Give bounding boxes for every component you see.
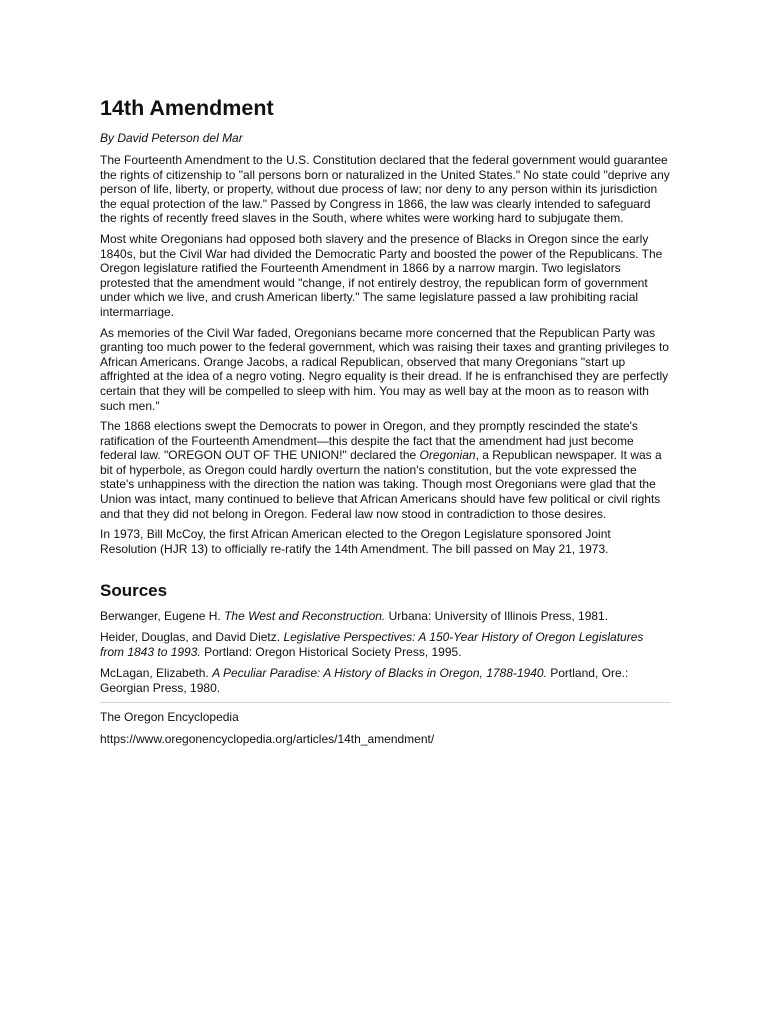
source-publication: Urbana: University of Illinois Press, 1981.	[385, 609, 609, 624]
newspaper-name: Oregonian	[419, 448, 476, 463]
page-title: 14th Amendment	[100, 96, 274, 120]
paragraph-4-text-before: The 1868 elections swept the Democrats to power in Oregon, and they promptly rescinded the state's ratification of the Fourteenth Amendment—this despite the fact that the amendment had just become federal law. "OREGON OUT OF THE UNION!" declared the	[100, 419, 638, 463]
paragraph-2: Most white Oregonians had opposed both slavery and the presence of Blacks in Oregon since the early 1840s, but the Civil War had divided the Democratic Party and boosted the power of the Republicans. The Oregon legislature ratified the Fourteenth Amendment in 1866 by a narrow margin. Two legislators protested that the amendment would "change, if not entirely destroy, the republican form of government under which we live, and crush American liberty." The same legislature passed a law prohibiting racial intermarriage.	[100, 231, 663, 319]
source-title: A Peculiar Paradise: A History of Blacks in Oregon, 1788-1940.	[212, 666, 547, 681]
paragraph-1: The Fourteenth Amendment to the U.S. Constitution declared that the federal government would guarantee the rights of citizenship to "all persons born or naturalized in the United States." No state could "deprive any person of life, liberty, or property, without due process of law; nor deny to any person within its jurisdiction the equal protection of the law." Passed by Congress in 1866, the law was clearly intended to safeguard the rights of recently freed slaves in the South, where whites were working hard to subjugate them.	[100, 153, 670, 226]
paragraph-3: As memories of the Civil War faded, Oregonians became more concerned that the Republican Party was granting too much power to the federal government, which was raising their taxes and granting privileges to African Americans. Orange Jacobs, a radical Republican, observed that many Oregonians "start up affrighted at the idea of a negro voting. Negro equality is their dread. If he is enfranchised they are perfectly certain that they will be compelled to sleep with him. You may as well bay at the moon as to reason with such men."	[100, 325, 669, 413]
source-publication: Portland: Oregon Historical Society Press, 1995.	[200, 645, 462, 660]
source-author: McLagan, Elizabeth.	[100, 666, 213, 681]
source-title: Legislative Perspectives: A 150-Year History of Oregon Legislatures from 1843 to 1993.	[100, 630, 644, 660]
source-item	[100, 609, 670, 624]
article-url: https://www.oregonencyclopedia.org/articles/14th_amendment/	[100, 732, 435, 747]
source-author: Heider, Douglas, and David Dietz.	[100, 630, 284, 645]
paragraph-4	[100, 419, 670, 521]
source-item	[100, 630, 670, 660]
publisher-name: The Oregon Encyclopedia	[100, 710, 239, 725]
source-title: The West and Reconstruction.	[224, 609, 386, 624]
source-item	[100, 666, 670, 696]
source-author: Berwanger, Eugene H.	[100, 609, 225, 624]
paragraph-5: In 1973, Bill McCoy, the first African American elected to the Oregon Legislature sponsored Joint Resolution (HJR 13) to officially re-ratify the 14th Amendment. The bill passed on May 21, 1973.	[100, 527, 611, 556]
byline: By David Peterson del Mar	[100, 131, 243, 145]
paragraph-4-text-after: , a Republican newspaper. It was a bit of hyperbole, as Oregon could hardly overturn the nation's constitution, but the vote expressed the state's unhappiness with the direction the nation was taking. Though most Oregonians were glad that the Union was intact, many continued to believe that African Americans should have few political or civil rights and that they did not belong in Oregon. Federal law now stood in contradiction to those desires.	[100, 448, 662, 521]
sources-heading: Sources	[100, 581, 168, 601]
article-page	[100, 94, 670, 754]
source-publication: Portland, Ore.: Georgian Press, 1980.	[100, 666, 629, 696]
footer-divider	[100, 702, 670, 703]
